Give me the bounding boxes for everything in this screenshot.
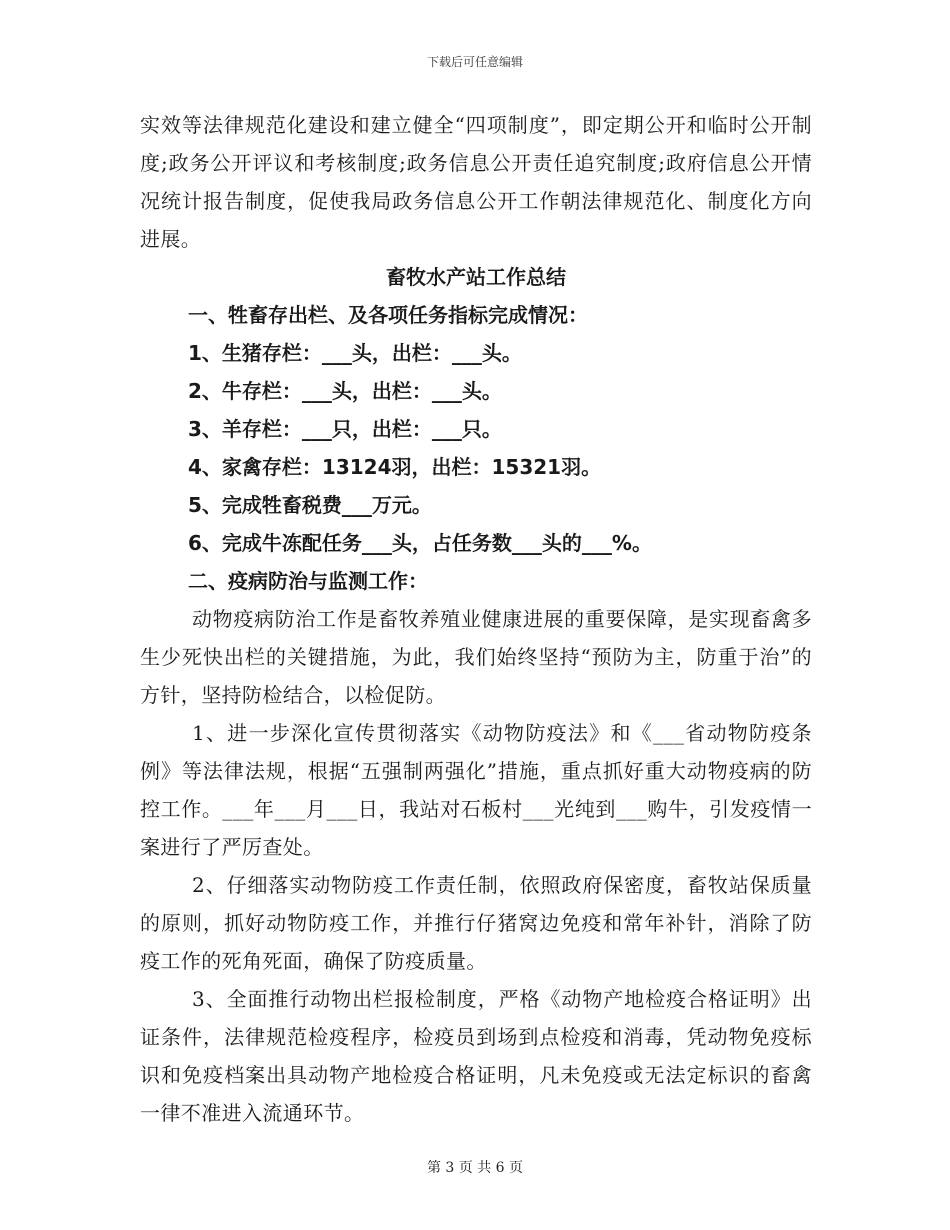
document-title: 畜牧水产站工作总结 <box>386 265 566 289</box>
list-item: 5、完成牲畜税费___万元。 <box>188 493 432 517</box>
body-paragraph: 1、进一步深化宣传贯彻落实《动物防疫法》和《___省动物防疫条例》等法律法规，根据“五强制两强化”措施，重点抓好重大动物疫病的防控工作。___年___月___日，我站对石板村___光纯到___购牛，引发疫情一案进行了严厉查处。 <box>140 721 812 859</box>
section-heading-2: 二、疫病防治与监测工作： <box>188 569 428 593</box>
intro-paragraph: 实效等法律规范化建设和建立健全“四项制度”，即定期公开和临时公开制度;政务公开评议和考核制度;政务信息公开责任追究制度;政府信息公开情况统计报告制度，促使我局政务信息公开工作朝法律规范化、制度化方向进展。 <box>140 113 812 251</box>
body-paragraph: 3、全面推行动物出栏报检制度，严格《动物产地检疫合格证明》出证条件，法律规范检疫程序，检疫员到场到点检疫和消毒，凭动物免疫标识和免疫档案出具动物产地检疫合格证明，凡未免疫或无法定标识的畜禽一律不准进入流通环节。 <box>140 987 812 1125</box>
list-item: 3、羊存栏：___只，出栏：___只。 <box>188 417 502 441</box>
document-body <box>140 106 812 1132</box>
list-item: 2、牛存栏：___头，出栏：___头。 <box>188 379 502 403</box>
page-header: 下载后可任意编辑 <box>426 55 523 69</box>
section-heading-1: 一、牲畜存出栏、及各项任务指标完成情况： <box>188 303 588 327</box>
body-paragraph: 2、仔细落实动物防疫工作责任制，依照政府保密度，畜牧站保质量的原则，抓好动物防疫工作，并推行仔猪窝边免疫和常年补针，消除了防疫工作的死角死面，确保了防疫质量。 <box>140 873 812 973</box>
list-item: 6、完成牛冻配任务___头，占任务数___头的___%。 <box>188 531 652 555</box>
page-number: 第 3 页 共 6 页 <box>426 1160 524 1176</box>
list-item: 4、家禽存栏：13124羽，出栏：15321羽。 <box>188 455 602 479</box>
body-paragraph: 动物疫病防治工作是畜牧养殖业健康进展的重要保障，是实现畜禽多生少死快出栏的关键措施，为此，我们始终坚持“预防为主，防重于治”的方针，坚持防检结合，以检促防。 <box>140 607 812 707</box>
list-item: 1、生猪存栏：___头，出栏：___头。 <box>188 341 522 365</box>
